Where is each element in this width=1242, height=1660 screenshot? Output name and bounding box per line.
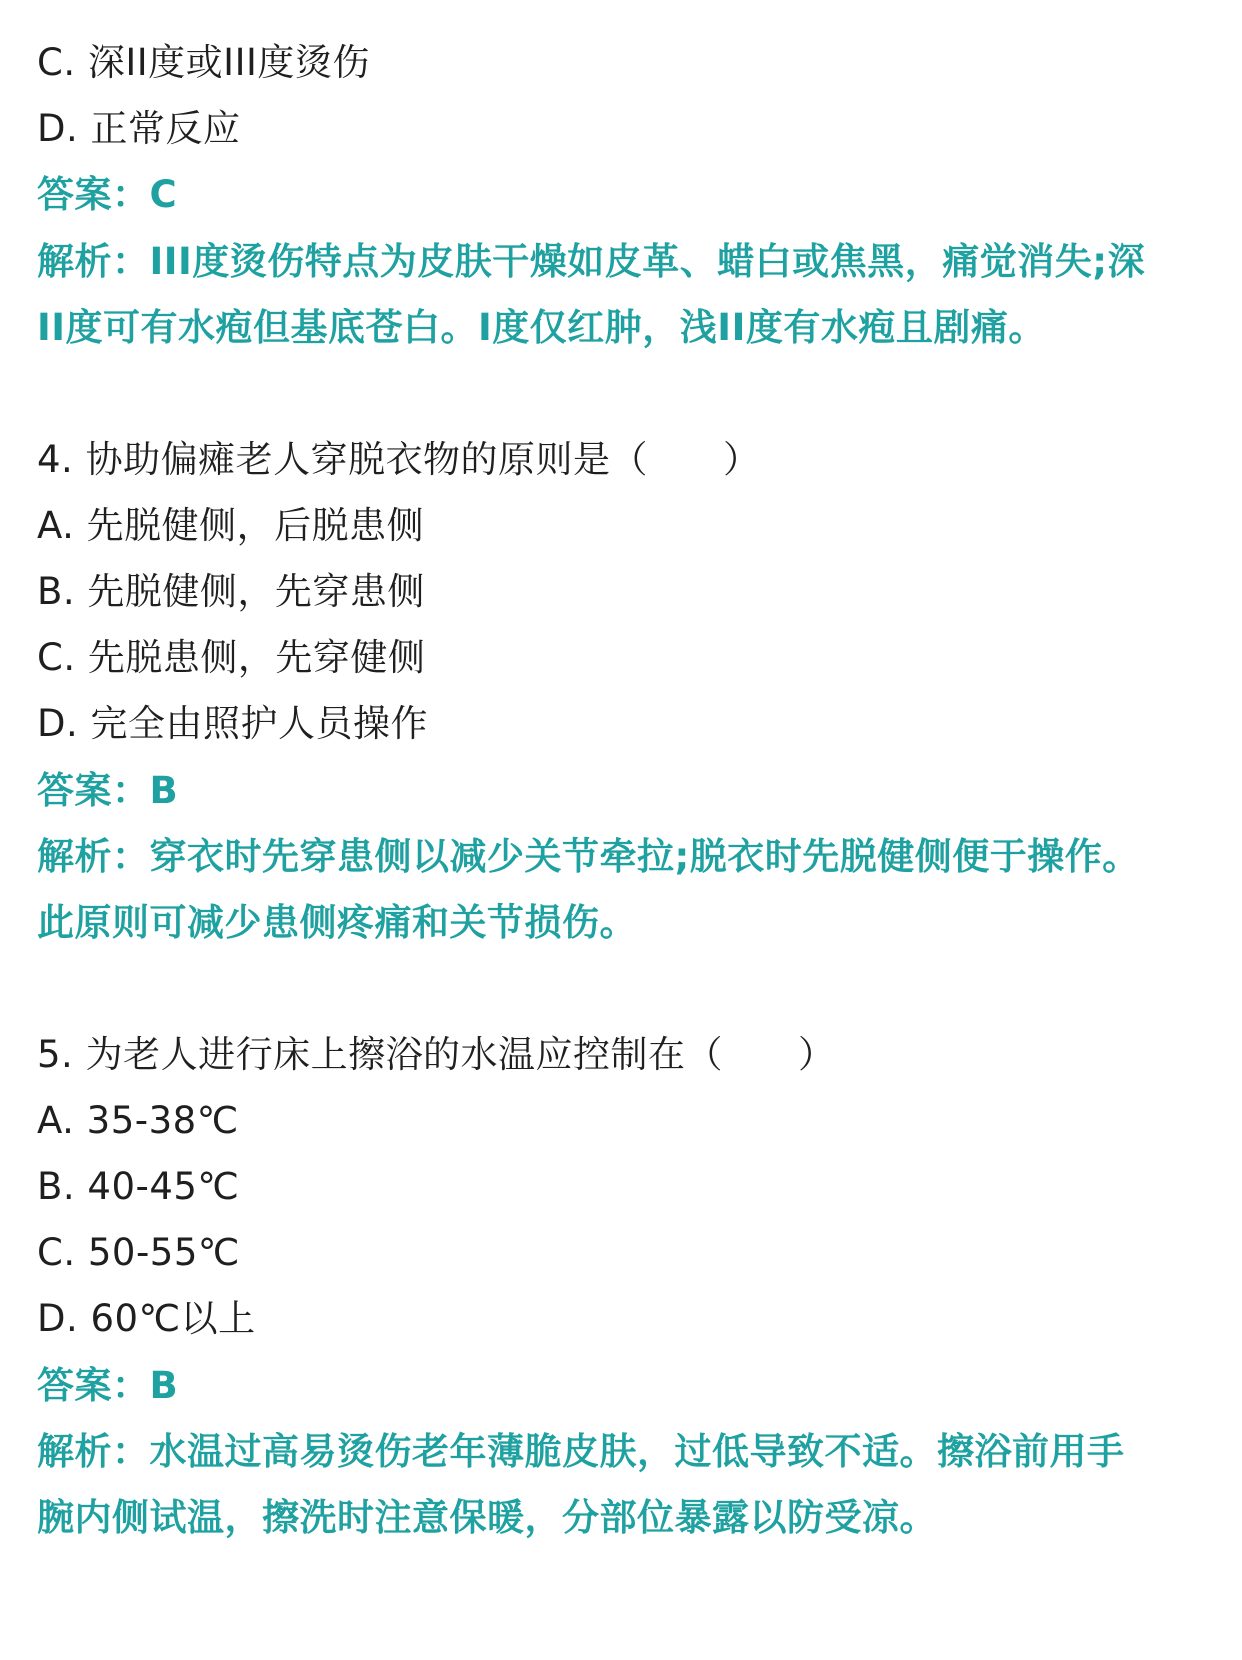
q5-option-b: B. 40-45℃ [37, 1165, 240, 1208]
q4-answer: 答案：B [37, 769, 179, 812]
q4-option-b: B. 先脱健侧，先穿患侧 [37, 570, 425, 613]
q3-analysis-line1: 解析：III度烫伤特点为皮肤干燥如皮革、蜡白或焦黑，痛觉消失;深 [37, 240, 1146, 283]
q3-option-d: D. 正常反应 [37, 107, 241, 150]
q3-analysis-line2: II度可有水疱但基底苍白。I度仅红肿，浅II度有水疱且剧痛。 [37, 306, 1046, 349]
q3-option-c: C. 深II度或III度烫伤 [37, 41, 370, 84]
q4-analysis-line1: 解析：穿衣时先穿患侧以减少关节牵拉;脱衣时先脱健侧便于操作。 [37, 835, 1140, 878]
q4-option-d: D. 完全由照护人员操作 [37, 702, 429, 745]
q4-analysis-line2: 此原则可减少患侧疼痛和关节损伤。 [37, 901, 637, 944]
q5-answer: 答案：B [37, 1364, 179, 1407]
q5-question: 5. 为老人进行床上擦浴的水温应控制在（ ） [37, 1033, 836, 1076]
q5-option-c: C. 50-55℃ [37, 1231, 240, 1274]
q5-option-a: A. 35-38℃ [37, 1099, 239, 1142]
q4-option-c: C. 先脱患侧，先穿健侧 [37, 636, 426, 679]
q5-analysis-line2: 腕内侧试温，擦洗时注意保暖，分部位暴露以防受凉。 [37, 1496, 937, 1539]
q5-option-d: D. 60℃以上 [37, 1297, 256, 1340]
q5-analysis-line1: 解析：水温过高易烫伤老年薄脆皮肤，过低导致不适。擦浴前用手 [37, 1430, 1125, 1473]
q4-option-a: A. 先脱健侧，后脱患侧 [37, 504, 425, 547]
q4-question: 4. 协助偏瘫老人穿脱衣物的原则是（ ） [37, 438, 761, 481]
q3-answer: 答案：C [37, 173, 178, 216]
